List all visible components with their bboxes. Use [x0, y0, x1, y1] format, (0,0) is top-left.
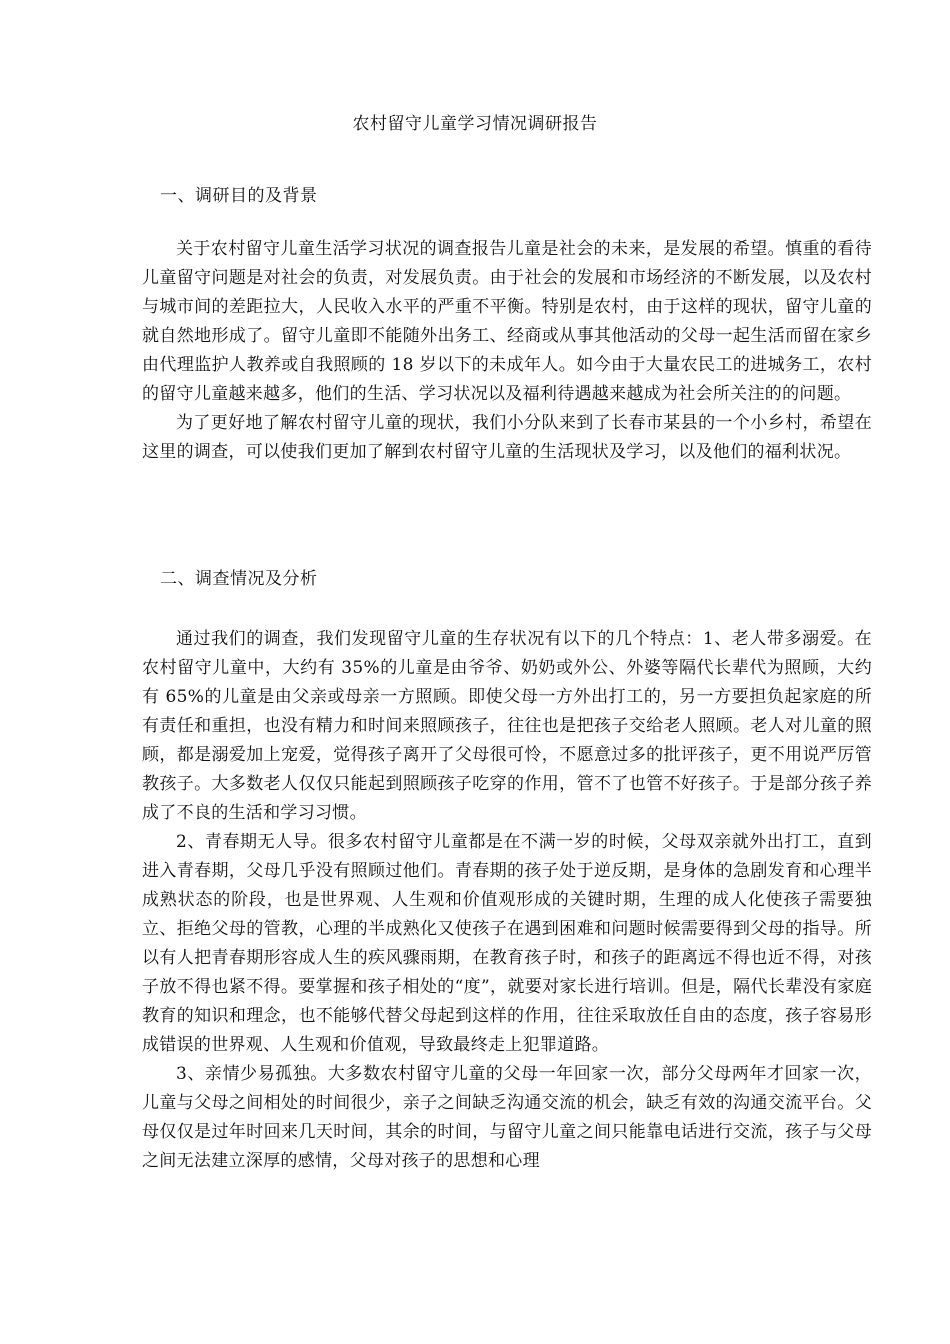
- paragraph: 为了更好地了解农村留守儿童的现状，我们小分队来到了长春市某县的一个小乡村，希望在这里的调查，可以使我们更加了解到农村留守儿童的生活现状及学习，以及他们的福利状况。: [142, 413, 872, 462]
- paragraph: 通过我们的调查，我们发现留守儿童的生存状况有以下的几个特点：1、老人带多溺爱。在农村留守儿童中，大约有 35%的儿童是由爷爷、奶奶或外公、外婆等隔代长辈代为照顾，大约有 65%的儿童是由父亲或母亲一方照顾。即使父母一方外出打工的，另一方要担负起家庭的所有责任和重担，也没有精力和时间来照顾孩子，往往也是把孩子交给老人照顾。老人对儿童的照顾，都是溺爱加上宠爱，觉得孩子离开了父母很可怜，不愿意过多的批评孩子，更不用说严厉管教孩子。大多数老人仅仅只能起到照顾孩子吃穿的作用，管不了也管不好孩子。于是部分孩子养成了不良的生活和学习习惯。: [142, 629, 872, 823]
- section-heading-analysis: 二、调查情况及分析: [160, 569, 318, 589]
- section-heading-purpose: 一、调研目的及背景: [160, 186, 318, 206]
- section-body-purpose: [142, 235, 872, 467]
- paragraph: 关于农村留守儿童生活学习状况的调查报告儿童是社会的未来，是发展的希望。慎重的看待儿童留守问题是对社会的负责，对发展负责。由于社会的发展和市场经济的不断发展，以及农村与城市间的差距拉大，人民收入水平的严重不平衡。特别是农村，由于这样的现状，留守儿童的就自然地形成了。留守儿童即不能随外出务工、经商或从事其他活动的父母一起生活而留在家乡由代理监护人教养或自我照顾的 18 岁以下的未成年人。如今由于大量农民工的进城务工，农村的留守儿童越来越多，他们的生活、学习状况以及福利待遇越来越成为社会所关注的的问题。: [142, 239, 872, 404]
- document-title: 农村留守儿童学习情况调研报告: [352, 114, 598, 134]
- paragraph: 3、亲情少易孤独。大多数农村留守儿童的父母一年回家一次，部分父母两年才回家一次，儿童与父母之间相处的时间很少，亲子之间缺乏沟通交流的机会，缺乏有效的沟通交流平台。父母仅仅是过年时回来几天时间，其余的时间，与留守儿童之间只能靠电话进行交流，孩子与父母之间无法建立深厚的感情，父母对孩子的思想和心理: [142, 1064, 872, 1171]
- paragraph: 2、青春期无人导。很多农村留守儿童都是在不满一岁的时候，父母双亲就外出打工，直到进入青春期，父母几乎没有照顾过他们。青春期的孩子处于逆反期，是身体的急剧发育和心理半成熟状态的阶段，也是世界观、人生观和价值观形成的关键时期，生理的成人化使孩子需要独立、拒绝父母的管教，心理的半成熟化又使孩子在遇到困难和问题时候需要得到父母的指导。所以有人把青春期形容成人生的疾风骤雨期，在教育孩子时，和孩子的距离远不得也近不得，对孩子放不得也紧不得。要掌握和孩子相处的“度”，就要对家长进行培训。但是，隔代长辈没有家庭教育的知识和理念，也不能够代替父母起到这样的作用，往往采取放任自由的态度，孩子容易形成错误的世界观、人生观和价值观，导致最终走上犯罪道路。: [142, 832, 872, 1055]
- section-body-analysis: [142, 625, 872, 1176]
